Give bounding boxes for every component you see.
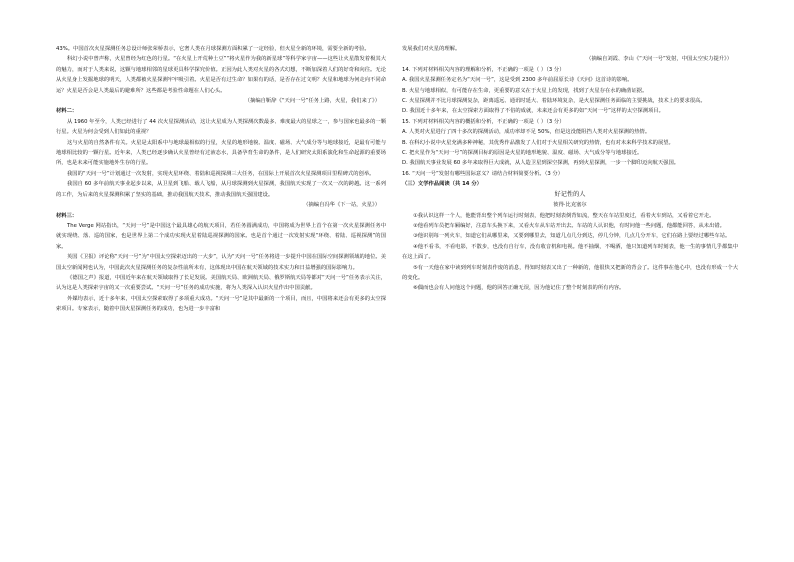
right-paragraph: B. 在科幻小说中火星充满多种神秘，其优秀作品激发了人们对于火星相关研究的热情，也有对未来科学技术的展望。 [402,139,674,146]
left-paragraph: （摘编自靳辞《“天问一号”任务上路，火星，我们来了》） [244,98,380,105]
left-paragraph: 这与火星的自然条件有关。火星是太阳系中与地球最相似的行星，火星的地形地貌、温度、磁场、大气成分等与地球接近，是最有可能与地球相比较的一颗行星。近年来，人类已经逐步确认火星曾经有过液态水，具备孕育生命的条件，是人们研究太阳系演化和生命起源的重要场所，也是未来可能实施地外生存的行星。 [56,139,386,167]
right-paragraph: C. 火星探测并不比月球探测复杂，距离遥远、通讯时延大、着陆环境复杂，是火星探测任务面临的主要挑战，技术上的要求很高。 [402,98,706,105]
right-paragraph: B. 火星与地球相似，有可能存在生命，更重要的意义在于火星上的发现，找到了火星存在水的确凿证据。 [402,87,648,94]
left-paragraph: 材料二： [56,108,78,115]
right-paragraph: 彼得·比克塞尔 [553,202,587,209]
right-paragraph: C. 把火星作为“天问一号”的探测目标的原因是火星的地形地貌、温度、磁场、大气成分等与地球接近。 [402,150,643,157]
right-paragraph: 好记性的人 [554,190,586,198]
right-paragraph: 15. 下列对材料相关内容的概括和分析，不正确的一项是（ ）（3 分） [402,118,565,125]
left-paragraph: 材料三： [56,212,78,219]
left-paragraph: 英国《卫报》评论称“天问一号”为“中国太空探索迈出的一大步”，认为“天问一号”任务将进一步提升中国在国际空间探测领域的地位。美国太空新闻网也认为，中国此次火星探测任务的复杂性前所未有，这体现出中国在航天领域的技术实力和日益增强的国际影响力。 [56,254,386,271]
right-paragraph: D. 我国航天事业发展 60 多年来取得巨大成就，从人造卫星到深空探测，再到火星探测，一步一个脚印迈向航天强国。 [402,160,680,167]
right-paragraph: （三）文学作品阅读（共 14 分） [402,181,482,188]
left-column [56,44,386,315]
right-paragraph: ④他不看书，不看电影，不散步，也没有自行车，没有收音机和电视。他不抽烟，不喝酒，他只知道列车时刻表，他一生的事情几乎都集中在这上面了。 [402,243,738,261]
right-paragraph: ②他看列车员把车厢编好，注意车头换下来，又看火车从车站开出去。车站的人认识他，有时问他一些问题，他都能回答，从未出错。 [413,222,725,229]
right-paragraph: 16. “天问一号”发射有哪些国际意义？请结合材料简要分析。（3 分） [402,170,564,177]
right-paragraph: A. 人类对火星进行了四十多次的探测活动，成功率却不足 50%，但是这没能阻挡人类对火星探测的热情。 [402,129,651,136]
left-paragraph: （摘编自冯华《下一站，火星》） [303,202,380,209]
left-paragraph: 我国的“天问一号”计划通过一次发射，实现火星环绕、着陆和巡视探测三大任务，在国际上开展首次火星探测项目里程碑式的创举。 [67,170,375,177]
right-column [402,44,738,294]
right-paragraph: D. 我国近十多年来，在太空探索方面取得了不俗的成就，未来还会有更多的如“天问一号”这样的太空探测项目。 [402,108,664,115]
right-paragraph: ⑥偶而也会有人问他这个问题，他的回答正确无误，因为他记住了整个时刻表的所有内容。 [413,285,625,292]
left-paragraph: 科幻小说中曾声称，火星曾经为红色的行星。“在火星上开荒种土豆”“将火星作为我的新星球”等科学家宇宙——这些让火星散发着极其大的魅力，而对于人类来说，这颗与地球相邻的星球更具科学探究价值。正因为此人类对火星的各式幻想，不断加深着人们的好奇和向往。无论从火星身上发掘地球的明天，人类都被火星探测牢牢吸引着。火星是否有过生命？如果有的话，是否存在过文明？火星和地球为何走向不同命运？火星是否会是人类最后的避难所？这些都是考验性命题在人们心头。 [56,56,386,94]
left-paragraph: 外媒均表示，近十多年来，中国太空探索取得了多项重大成功。“天问一号”是其中最新的一个项目，而且，中国将来还会有更多的太空探索项目。专家表示，随着中国火星探测任务的成功，也为进一步丰富和 [56,295,386,313]
right-paragraph: A. 我国火星探测任务定名为“天问一号”，这是受到 2300 多年前屈原长诗《天问》这首诗的影响。 [402,77,633,84]
left-paragraph: 我国自 60 多年前航天事业起步以来，从卫星到飞船、载人飞船，从月球探测到火星探测，我国航天实现了一次又一次的跨越。这一系列的工作，为后来的火星探测积累了坚实的基础，推动我国航天技术，推动我国航天强国建设。 [56,181,386,198]
left-paragraph: 《德国之声》报道，中国近年来在航天领域取得了长足发展。美国航天局、欧洲航天局、俄罗斯航天局等都对“天问一号”任务表示关注，认为这是人类探索宇宙的又一次重要尝试。“天问一号”任务的成功实施，将为人类深入认识火星作出中国贡献。 [56,274,386,292]
right-paragraph: ①我认识这样一个人，他能背出整个列车运行时刻表，他把时刻表倒背如流，整天在车站里度过，看着火车到站，又看着它开走。 [413,212,715,219]
right-paragraph: ⑤有一天他在家中读到列车时刻表作废的消息，得知时刻表又出了一种新的，他很快又把新的背会了。这件事在他心中，也没有形成一个大的变化。 [402,264,738,281]
right-paragraph: 发展我们对火星的理解。 [402,46,461,52]
right-paragraph: 14. 下列对材料相关内容的理解和分析，不正确的一项是（ ）（3 分） [402,66,565,73]
right-paragraph: （摘编自刘霞、李山《“天问一号”发射，中国太空实力提升》） [586,56,732,63]
left-paragraph: 从 1960 年至今，人类已经进行了 44 次火星探测活动，这让火星成为人类探测次数最多、难度最大的星球之一，参与国家也最多的一颗行星。火星为何会受到人们如此的重视？ [56,118,386,136]
left-paragraph: 43%。中国首次火星探测任务总设计师张荣桥表示，它奢人类在月球探测方面积累了一定经验，但火星全新的环境，需要全新的考验。 [56,46,370,52]
right-paragraph: ③他识别每一列火车，知道它们从哪里来，又要到哪里去，知道几点几分到达，停几分钟，几点几分开车，它们在路上要经过哪些车站。 [413,233,731,240]
left-paragraph: The Verge 网站指出，“天问一号”是中国这个最具雄心的航天项目，若任务圆满成功，中国将成为世界上首个在第一次火星探测任务中就实现绕、落、巡的国家，也是世界上第二个成功实现火星着陆巡视探测的国家。也是首个通过一次发射实现“环绕、着陆、巡视探测”的国家。 [56,222,386,250]
